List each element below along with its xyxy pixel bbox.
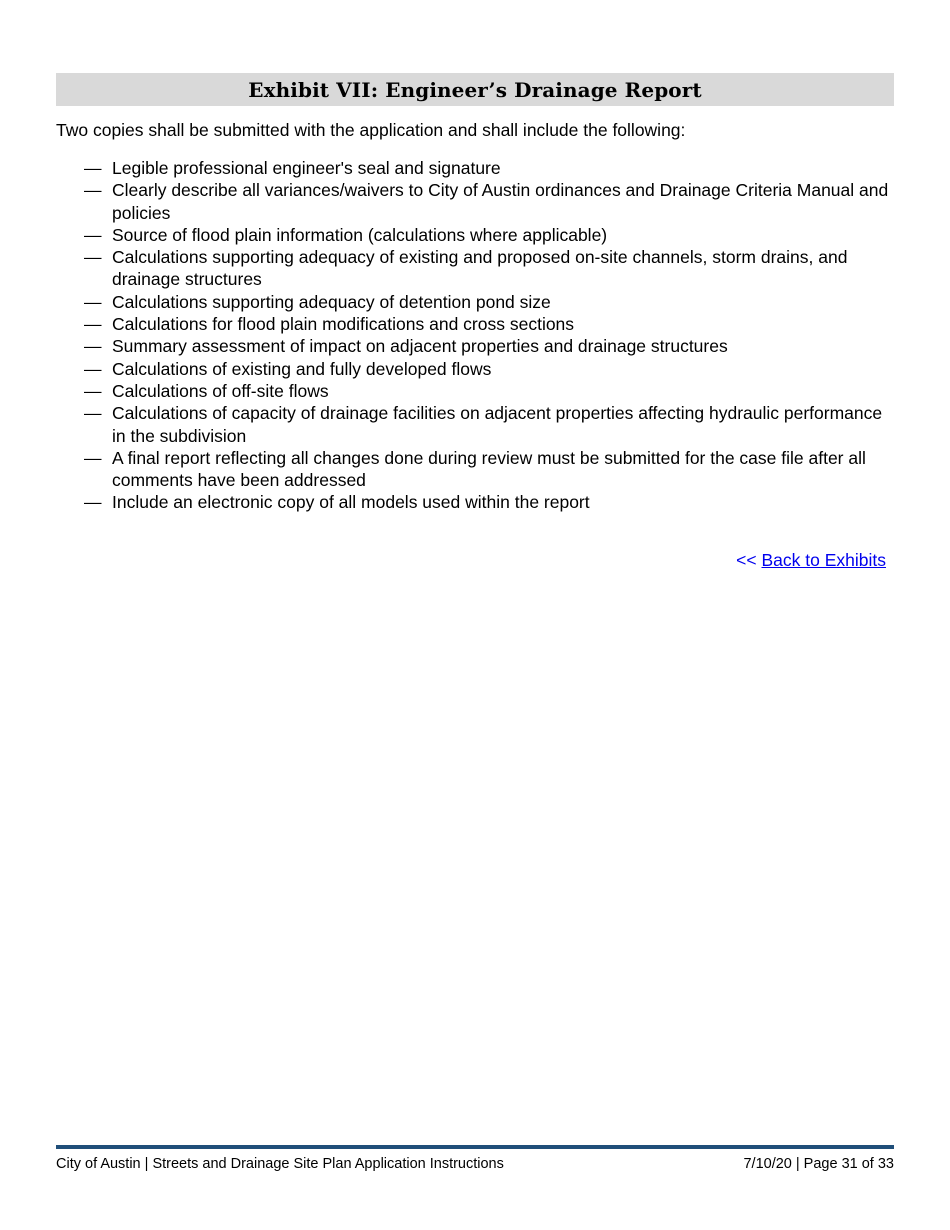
footer-divider bbox=[56, 1145, 894, 1149]
dash-bullet-icon: — bbox=[84, 224, 102, 245]
requirement-text: Clearly describe all variances/waivers to City of Austin ordinances and Drainage Criteria Manual and policies bbox=[112, 180, 889, 223]
dash-bullet-icon: — bbox=[84, 180, 102, 201]
dash-bullet-icon: — bbox=[84, 447, 102, 468]
requirement-item bbox=[56, 157, 894, 179]
requirement-item bbox=[56, 313, 894, 335]
requirement-item bbox=[56, 179, 894, 224]
requirement-item bbox=[56, 246, 894, 291]
requirement-text: Calculations of off-site flows bbox=[112, 380, 329, 401]
requirement-item bbox=[56, 358, 894, 380]
requirement-text: A final report reflecting all changes done during review must be submitted for the case file after all comments have been addressed bbox=[112, 447, 866, 491]
document-page bbox=[56, 73, 894, 571]
requirement-text: Legible professional engineer's seal and signature bbox=[112, 158, 501, 178]
footer-page-info: 7/10/20 | Page 31 of 33 bbox=[743, 1156, 894, 1172]
dash-bullet-icon: — bbox=[84, 314, 102, 335]
dash-bullet-icon: — bbox=[84, 291, 102, 312]
intro-paragraph: Two copies shall be submitted with the application and shall include the following: bbox=[56, 120, 686, 140]
back-to-exhibits-link[interactable]: Back to Exhibits bbox=[761, 549, 886, 570]
dash-bullet-icon: — bbox=[84, 247, 102, 268]
requirement-text: Calculations for flood plain modifications and cross sections bbox=[112, 314, 575, 335]
dash-bullet-icon: — bbox=[84, 158, 102, 178]
page-footer bbox=[56, 1156, 894, 1172]
dash-bullet-icon: — bbox=[84, 358, 102, 379]
back-arrow-prefix: << bbox=[736, 549, 757, 570]
requirement-item bbox=[56, 380, 894, 402]
dash-bullet-icon: — bbox=[84, 380, 102, 401]
requirement-text: Calculations supporting adequacy of detention pond size bbox=[112, 291, 551, 312]
dash-bullet-icon: — bbox=[84, 336, 102, 357]
footer-document-title: City of Austin | Streets and Drainage Site Plan Application Instructions bbox=[56, 1156, 504, 1172]
requirement-text: Calculations of existing and fully developed flows bbox=[112, 358, 492, 379]
requirement-text: Calculations supporting adequacy of existing and proposed on-site channels, storm drains, and drainage structures bbox=[112, 247, 848, 290]
dash-bullet-icon: — bbox=[84, 403, 102, 424]
requirement-item bbox=[56, 335, 894, 357]
requirements-list bbox=[56, 157, 894, 514]
requirement-item bbox=[56, 402, 894, 447]
requirement-item bbox=[56, 224, 894, 246]
requirement-text: Calculations of capacity of drainage facilities on adjacent properties affecting hydraulic performance in the subdivision bbox=[112, 403, 883, 446]
back-link-row bbox=[56, 550, 894, 571]
requirement-item bbox=[56, 447, 894, 492]
requirement-item bbox=[56, 491, 894, 513]
requirement-text: Include an electronic copy of all models used within the report bbox=[112, 492, 590, 513]
requirement-item bbox=[56, 291, 894, 313]
exhibit-title: Exhibit VII: Engineer’s Drainage Report bbox=[248, 77, 702, 102]
requirement-text: Source of flood plain information (calculations where applicable) bbox=[112, 224, 608, 245]
exhibit-heading-bar bbox=[56, 73, 894, 106]
dash-bullet-icon: — bbox=[84, 492, 102, 513]
requirement-text: Summary assessment of impact on adjacent properties and drainage structures bbox=[112, 336, 728, 357]
